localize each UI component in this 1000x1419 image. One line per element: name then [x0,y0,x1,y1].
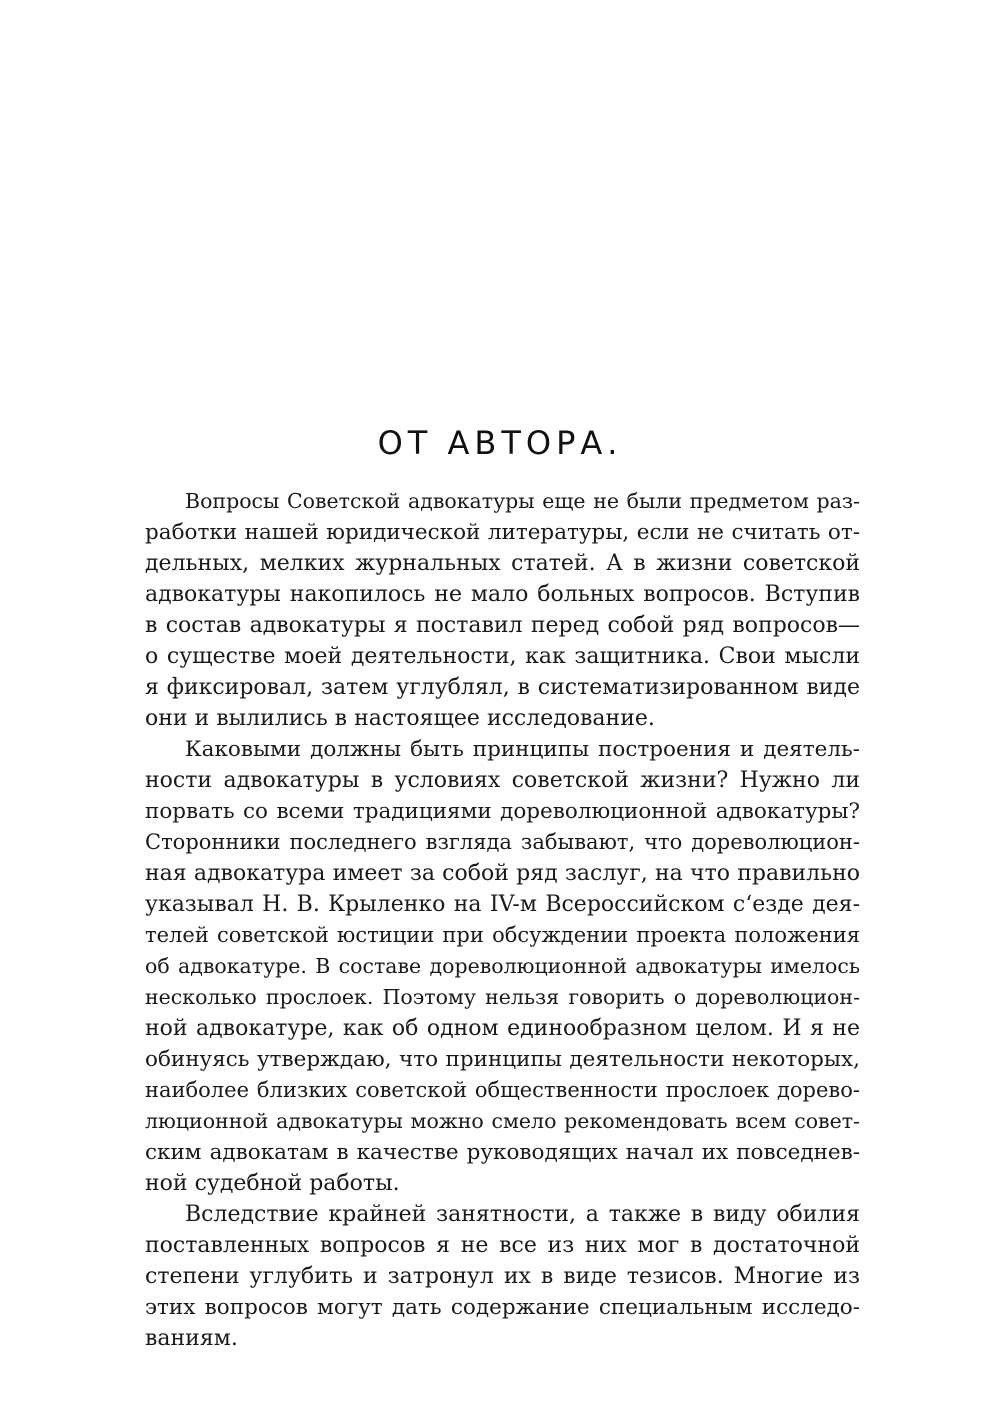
text-line: наиболее близких советской общественности прослоек дорево- [145,1078,860,1102]
text-line: поставленных вопросов я не все из них мог в достаточной [145,1233,860,1258]
text-line: они и вылились в настоящее исследование. [145,706,655,731]
text-line: указывал Н. В. Крыленко на IV-м Всероссийском с‘езде дея- [145,892,860,917]
text-line: в состав адвокатуры я поставил перед собой ряд вопросов— [145,613,860,638]
text-line: ной адвокатуре, как об одном единообразном целом. И я не [145,1016,860,1041]
text-line: ским адвокатам в качестве руководящих начал их повседнев- [145,1140,860,1165]
text-line: работки нашей юридической литературы, если не считать от- [145,520,860,545]
text-line: телей советской юстиции при обсуждении проекта положения [145,923,860,947]
text-line: ной судебной работы. [145,1171,400,1196]
text-line: Вследствие крайней занятности, а также в виду обилия [185,1202,860,1227]
text-line: несколько прослоек. Поэтому нельзя говорить о дореволюцион- [145,985,860,1009]
body-text [145,486,860,1354]
text-line: ваниям. [145,1326,238,1351]
text-line: обинуясь утверждаю, что принципы деятельности некоторых, [145,1047,860,1072]
text-line: ности адвокатуры в условиях советской жизни? Нужно ли [145,768,860,793]
text-line: люционной адвокатуры можно смело рекомендовать всем совет- [145,1109,860,1133]
text-line: о существе моей деятельности, как защитника. Свои мысли [145,644,860,669]
text-line: этих вопросов могут дать содержание специальным исследо- [145,1295,860,1320]
page-title: ОТ АВТОРА. [377,424,623,462]
text-line: об адвокатуре. В составе дореволюционной адвокатуры имелось [145,954,860,978]
text-line: Вопросы Советской адвокатуры еще не были предметом раз- [185,489,860,513]
text-line: дельных, мелких журнальных статей. А в жизни советской [145,551,860,576]
text-line: степени углубить и затронул их в виде тезисов. Многие из [145,1264,860,1289]
text-line: ная адвокатура имеет за собой ряд заслуг, на что правильно [145,861,860,886]
text-line: адвокатуры накопилось не мало больных вопросов. Вступив [145,582,860,607]
text-line: порвать со всеми традициями дореволюционной адвокатуры? [145,799,860,824]
text-line: я фиксировал, затем углублял, в систематизированном виде [145,675,860,700]
text-line: Каковыми должны быть принципы построения и деятель- [185,737,860,762]
text-line: Сторонники последнего взгляда забывают, что дореволюцион- [145,830,860,854]
